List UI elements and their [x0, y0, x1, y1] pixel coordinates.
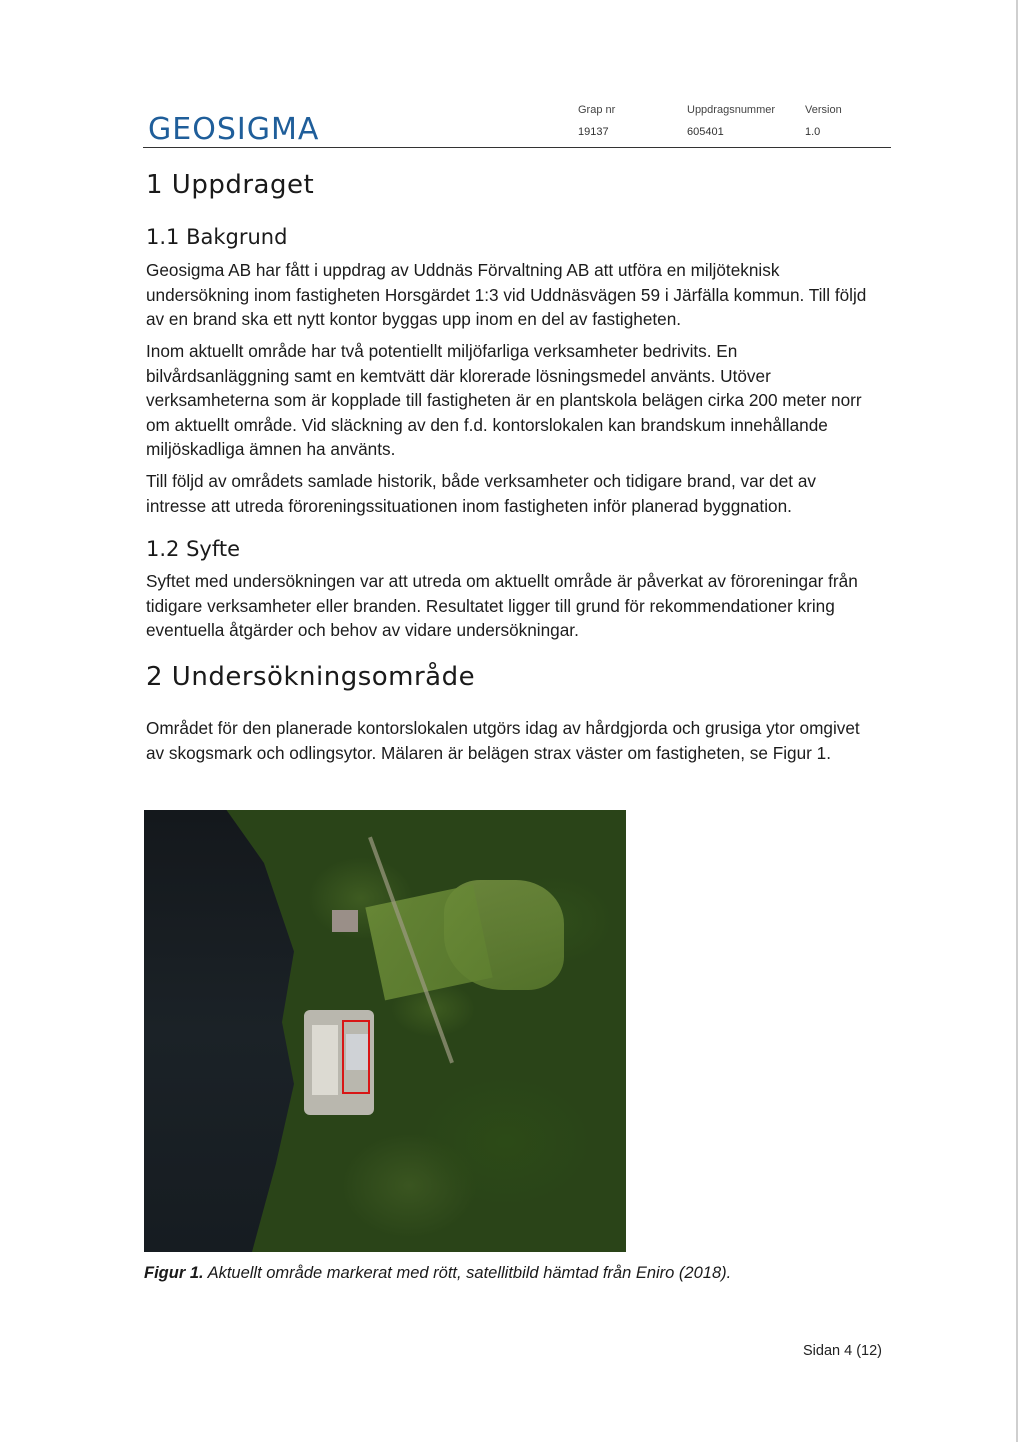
- grap-nr: [578, 104, 615, 138]
- lake-water: [144, 810, 294, 1252]
- field-area: [365, 885, 492, 1001]
- page-number: Sidan 4 (12): [803, 1343, 882, 1359]
- page-edge: [1016, 0, 1018, 1442]
- figure-caption-label: Figur 1.: [144, 1264, 204, 1282]
- satellite-image: [144, 810, 626, 1252]
- uppdragsnummer: [687, 104, 775, 138]
- undersokningsomrade-paragraph: Området för den planerade kontorslokalen utgörs idag av hårdgjorda och grusiga ytor omgivet av skogsmark och odlingsytor. Mälaren är belägen strax väster om fastigheten, se Figur 1.: [146, 718, 860, 763]
- section-2-heading: 2 Undersökningsområde: [146, 662, 476, 692]
- geosigma-logo: GEOSIGMA: [148, 112, 320, 147]
- building: [332, 910, 358, 932]
- version-label: Version: [805, 104, 842, 116]
- document-header: [143, 100, 891, 148]
- grap-nr-value: 19137: [578, 126, 609, 138]
- area-marker: [342, 1020, 370, 1094]
- building: [312, 1025, 338, 1095]
- bakgrund-paragraph-3: Till följd av områdets samlade historik, både verksamheter och tidigare brand, var det av intresse att utreda föroreningssituationen inom fastigheten inför planerad byggnation.: [146, 471, 816, 516]
- bakgrund-paragraph-1: Geosigma AB har fått i uppdrag av Uddnäs Förvaltning AB att utföra en miljöteknisk undersökning inom fastigheten Horsgärdet 1:3 vid Uddnäsvägen 59 i Järfälla kommun. Till följd av en brand ska ett nytt kontor byggas upp inom en del av fastigheten.: [146, 260, 867, 329]
- version: [805, 104, 842, 138]
- section-1-heading: 1 Uppdraget: [146, 170, 315, 200]
- section-1-2-heading: 1.2 Syfte: [146, 537, 241, 561]
- section-1-1-heading: 1.1 Bakgrund: [146, 225, 288, 249]
- syfte-paragraph: Syftet med undersökningen var att utreda om aktuellt område är påverkat av föroreningar från tidigare verksamheter eller branden. Resultatet ligger till grund för rekommendationer kring eventuella åtgärder och behov av vidare undersökningar.: [146, 571, 858, 640]
- version-value: 1.0: [805, 126, 821, 138]
- bakgrund-paragraph-2: Inom aktuellt område har två potentiellt miljöfarliga verksamheter bedrivits. En bilvårdsanläggning samt en kemtvätt där klorerade lösningsmedel använts. Utöver verksamheterna som är kopplade till fastigheten är en plantskola belägen cirka 200 meter norr om aktuellt område. Vid släckning av den f.d. kontorslokalen kan brandskum innehållande miljöskadliga ämnen ha använts.: [146, 341, 862, 459]
- uppdragsnummer-value: 605401: [687, 126, 724, 138]
- uppdragsnummer-label: Uppdragsnummer: [687, 104, 776, 116]
- figure-caption-text: Aktuellt område markerat med rött, satellitbild hämtad från Eniro (2018).: [203, 1264, 732, 1282]
- figure-caption: [144, 1264, 731, 1283]
- grap-nr-label: Grap nr: [578, 104, 616, 116]
